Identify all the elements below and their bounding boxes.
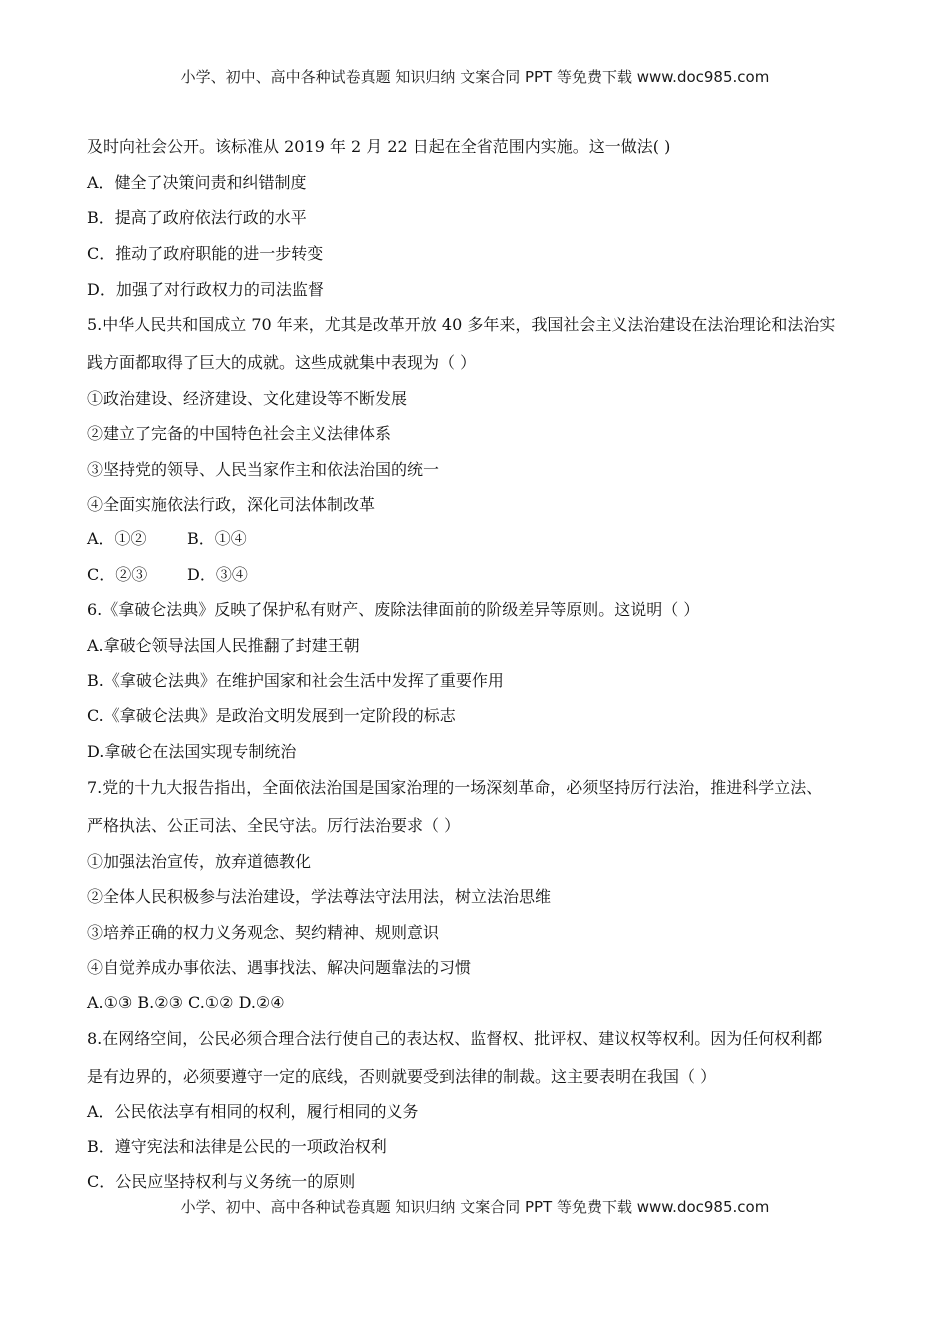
q4-option-d: D．加强了对行政权力的司法监督 [87, 280, 324, 299]
q5-item-1: ①政治建设、经济建设、文化建设等不断发展 [87, 389, 408, 408]
q6-option-a: A.拿破仑领导法国人民推翻了封建王朝 [87, 636, 360, 655]
q5-stem-line1: 5.中华人民共和国成立 70 年来，尤其是改革开放 40 多年来，我国社会主义法治建设在法治理论和法治实 [87, 315, 836, 334]
q8-stem-line1: 8.在网络空间，公民必须合理合法行使自己的表达权、监督权、批评权、建议权等权利。因为任何权利都 [87, 1029, 823, 1048]
q5-option-d: D．③④ [187, 565, 248, 584]
q5-item-4: ④全面实施依法行政，深化司法体制改革 [87, 495, 376, 514]
q7-item-3: ③培养正确的权力义务观念、契约精神、规则意识 [87, 923, 440, 942]
q4-option-a: A．健全了决策问责和纠错制度 [87, 173, 307, 192]
q8-option-c: C．公民应坚持权利与义务统一的原则 [87, 1172, 356, 1191]
q5-options-row1 [87, 529, 247, 549]
q4-option-c: C．推动了政府职能的进一步转变 [87, 244, 324, 263]
q7-stem-line2: 严格执法、公正司法、全民守法。厉行法治要求（ ） [87, 816, 461, 835]
q7-options: A.①③ B.②③ C.①② D.②④ [87, 993, 285, 1012]
q4-option-b: B．提高了政府依法行政的水平 [87, 208, 307, 227]
q5-item-2: ②建立了完备的中国特色社会主义法律体系 [87, 424, 392, 443]
q6-option-c: C.《拿破仑法典》是政治文明发展到一定阶段的标志 [87, 706, 456, 725]
footer-banner: 小学、初中、高中各种试卷真题 知识归纳 文案合同 PPT 等免费下载 www.doc985.com [180, 1198, 770, 1216]
q8-option-a: A．公民依法享有相同的权利，履行相同的义务 [87, 1102, 419, 1121]
q5-item-3: ③坚持党的领导、人民当家作主和依法治国的统一 [87, 460, 440, 479]
q6-option-b: B.《拿破仑法典》在维护国家和社会生活中发挥了重要作用 [87, 671, 504, 690]
q7-stem-line1: 7.党的十九大报告指出，全面依法治国是国家治理的一场深刻革命，必须坚持厉行法治，推进科学立法、 [87, 778, 823, 797]
q4-stem-tail: 及时向社会公开。该标准从 2019 年 2 月 22 日起在全省范围内实施。这一做法( ) [87, 137, 671, 156]
q6-stem: 6.《拿破仑法典》反映了保护私有财产、废除法律面前的阶级差异等原则。这说明（ ） [87, 600, 700, 619]
q8-option-b: B．遵守宪法和法律是公民的一项政治权利 [87, 1137, 387, 1156]
q8-stem-line2: 是有边界的，必须要遵守一定的底线，否则就要受到法律的制裁。这主要表明在我国（ ） [87, 1067, 717, 1086]
q7-item-1: ①加强法治宣传，放弃道德教化 [87, 852, 312, 871]
q6-option-d: D.拿破仑在法国实现专制统治 [87, 742, 297, 761]
header-banner: 小学、初中、高中各种试卷真题 知识归纳 文案合同 PPT 等免费下载 www.doc985.com [180, 68, 770, 86]
q5-stem-line2: 践方面都取得了巨大的成就。这些成就集中表现为（ ） [87, 353, 477, 372]
q5-option-a: A．①② [87, 529, 147, 548]
q7-item-4: ④自觉养成办事依法、遇事找法、解决问题靠法的习惯 [87, 958, 472, 977]
q5-option-b: B．①④ [187, 529, 247, 548]
q5-option-c: C．②③ [87, 565, 148, 584]
q7-item-2: ②全体人民积极参与法治建设，学法尊法守法用法，树立法治思维 [87, 887, 552, 906]
q5-options-row2 [87, 565, 248, 585]
